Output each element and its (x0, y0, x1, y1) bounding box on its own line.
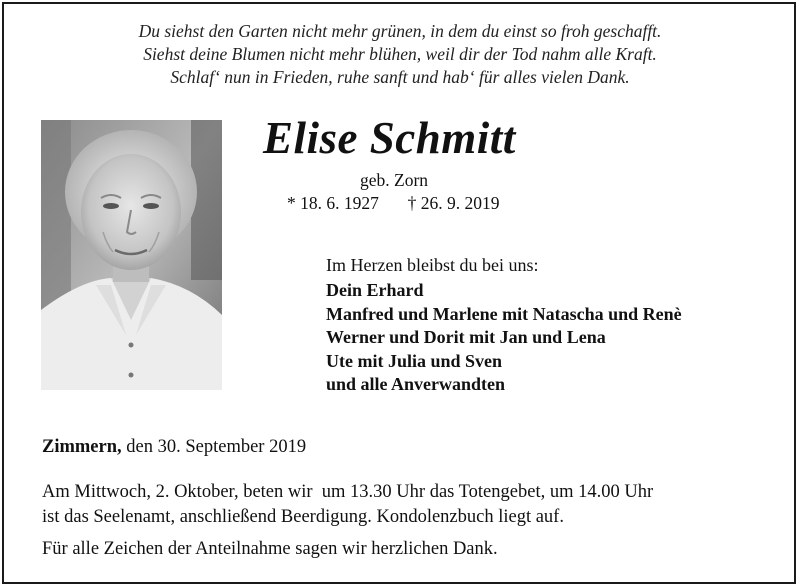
maiden-name: geb. Zorn (360, 170, 429, 190)
thanks-line: Für alle Zeichen der Anteilnahme sagen wir herzlichen Dank. (42, 539, 498, 559)
place: Zimmern, (42, 437, 122, 457)
death-date: † 26. 9. 2019 (407, 193, 500, 213)
mourners-intro: Im Herzen bleibst du bei uns: (326, 255, 539, 275)
mourner-line: Werner und Dorit mit Jan und Lena (326, 327, 606, 347)
mourner-line: Ute mit Julia und Sven (326, 350, 503, 371)
birth-date: * 18. 6. 1927 (287, 193, 379, 213)
deceased-name: Elise Schmitt (263, 113, 516, 163)
service-notice (42, 480, 653, 530)
poem-line: Siehst deine Blumen nicht mehr blühen, weil dir der Tod nahm alle Kraft. (143, 44, 657, 64)
mourner-line: und alle Anverwandten (326, 374, 506, 394)
mourner-line: Manfred und Marlene mit Natascha und Renè (326, 303, 682, 324)
life-dates (287, 193, 500, 214)
poem-line: Schlaf‘ nun in Frieden, ruhe sanft und hab‘ für alles vielen Dank. (170, 67, 630, 87)
portrait-photo (41, 120, 222, 390)
date: den 30. September 2019 (126, 437, 307, 457)
poem (0, 20, 800, 89)
notice-line: ist das Seelenamt, anschließend Beerdigung. Kondolenzbuch liegt auf. (42, 507, 564, 527)
mourner-line: Dein Erhard (326, 280, 424, 300)
poem-line: Du siehst den Garten nicht mehr grünen, in dem du einst so froh geschafft. (138, 21, 662, 41)
notice-line: Am Mittwoch, 2. Oktober, beten wir um 13.30 Uhr das Totengebet, um 14.00 Uhr (42, 482, 654, 502)
place-date (42, 437, 306, 458)
mourners-list (326, 279, 682, 397)
